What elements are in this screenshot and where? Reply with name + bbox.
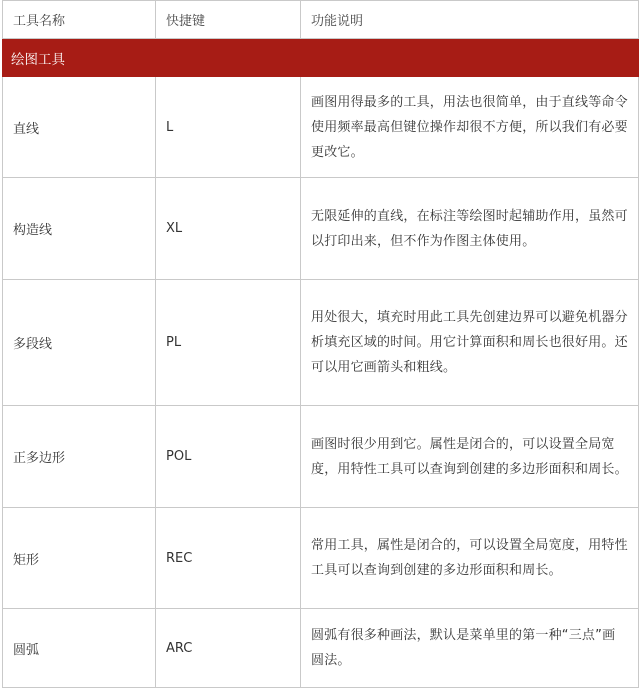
description-cell: 画图用得最多的工具，用法也很简单，由于直线等命令使用频率最高但键位操作却很不方便，所以我们有必要更改它。 <box>301 77 639 178</box>
header-shortcut: 快捷键 <box>156 1 301 39</box>
tool-name-cell: 矩形 <box>3 508 156 609</box>
shortcut-cell: REC <box>156 508 301 609</box>
table-row <box>3 406 639 508</box>
section-header-row <box>3 39 639 77</box>
header-description: 功能说明 <box>301 1 639 39</box>
description-cell: 无限延伸的直线，在标注等绘图时起辅助作用，虽然可以打印出来，但不作为作图主体使用。 <box>301 178 639 280</box>
shortcut-cell: PL <box>156 280 301 406</box>
tool-name-cell: 构造线 <box>3 178 156 280</box>
tool-name-cell: 圆弧 <box>3 609 156 688</box>
shortcut-cell: POL <box>156 406 301 508</box>
description-cell: 画图时很少用到它。属性是闭合的，可以设置全局宽度，用特性工具可以查询到创建的多边形面积和周长。 <box>301 406 639 508</box>
command-table <box>2 0 639 688</box>
table-row <box>3 280 639 406</box>
section-title: 绘图工具 <box>3 39 639 77</box>
tool-name-cell: 直线 <box>3 77 156 178</box>
table-row <box>3 508 639 609</box>
table-header-row <box>3 1 639 39</box>
table-row <box>3 77 639 178</box>
tool-name-cell: 多段线 <box>3 280 156 406</box>
shortcut-cell: ARC <box>156 609 301 688</box>
table-row <box>3 178 639 280</box>
shortcut-cell: XL <box>156 178 301 280</box>
tool-name-cell: 正多边形 <box>3 406 156 508</box>
shortcut-cell: L <box>156 77 301 178</box>
description-cell: 圆弧有很多种画法，默认是菜单里的第一种“三点”画圆法。 <box>301 609 639 688</box>
description-cell: 常用工具，属性是闭合的，可以设置全局宽度，用特性工具可以查询到创建的多边形面积和周长。 <box>301 508 639 609</box>
description-cell: 用处很大，填充时用此工具先创建边界可以避免机器分析填充区域的时间。用它计算面积和周长也很好用。还可以用它画箭头和粗线。 <box>301 280 639 406</box>
header-tool-name: 工具名称 <box>3 1 156 39</box>
table-row <box>3 609 639 688</box>
